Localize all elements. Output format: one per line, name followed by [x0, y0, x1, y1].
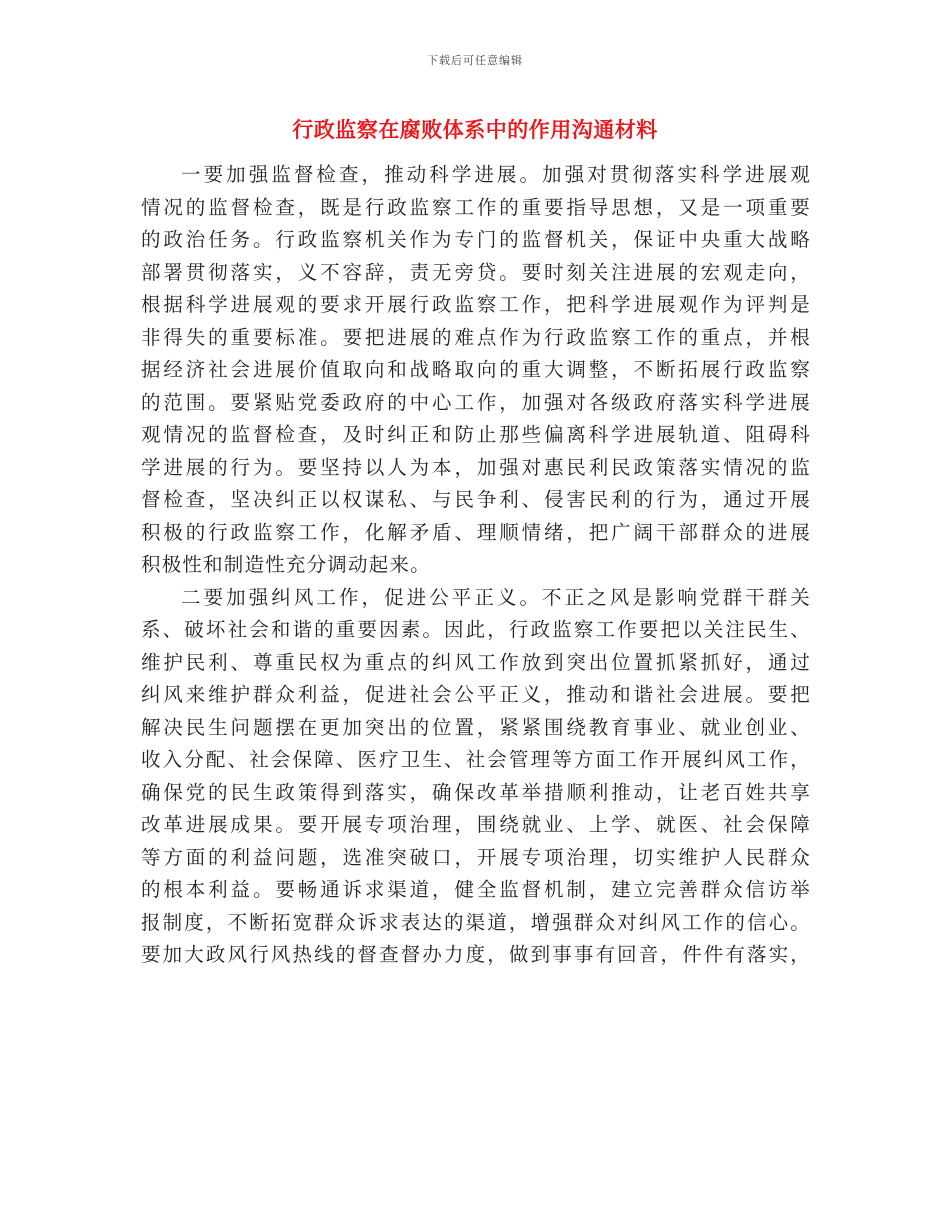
paragraph-line: 督检查，坚决纠正以权谋私、与民争利、侵害民利的行为，通过开展	[141, 488, 811, 511]
paragraph-1	[141, 159, 811, 582]
paragraph-line: 一要加强监督检查，推动科学进展。加强对贯彻落实科学进展观	[181, 163, 811, 186]
paragraph-line: 报制度，不断拓宽群众诉求表达的渠道，增强群众对纠风工作的信心。	[141, 910, 811, 934]
paragraph-line: 改革进展成果。要开展专项治理，围绕就业、上学、就医、社会保障	[141, 813, 811, 836]
paragraph-line: 学进展的行为。要坚持以人为本，加强对惠民利民政策落实情况的监	[141, 455, 811, 479]
paragraph-line: 纠风来维护群众利益，促进社会公平正义，推动和谐社会进展。要把	[141, 683, 811, 706]
paragraph-line: 解决民生问题摆在更加突出的位置，紧紧围绕教育事业、就业创业、	[141, 715, 811, 739]
header-note: 下载后可任意编辑	[427, 54, 523, 67]
paragraph-line: 积极的行政监察工作，化解矛盾、理顺情绪，把广阔干部群众的进展	[141, 520, 811, 544]
paragraph-line: 积极性和制造性充分调动起来。	[141, 553, 431, 576]
paragraph-line: 非得失的重要标准。要把进展的难点作为行政监察工作的重点，并根	[141, 325, 811, 349]
paragraph-line: 据经济社会进展价值取向和战略取向的重大调整，不断拓展行政监察	[141, 358, 811, 381]
paragraph-line: 要加大政风行风热线的督查督办力度，做到事事有回音，件件有落实，	[141, 943, 811, 966]
paragraph-line: 收入分配、社会保障、医疗卫生、社会管理等方面工作开展纠风工作，	[141, 748, 811, 771]
paragraph-line: 的范围。要紧贴党委政府的中心工作，加强对各级政府落实科学进展	[141, 390, 811, 414]
document-body	[141, 159, 811, 972]
paragraph-line: 根据科学进展观的要求开展行政监察工作，把科学进展观作为评判是	[141, 293, 811, 316]
paragraph-line: 部署贯彻落实，义不容辞，责无旁贷。要时刻关注进展的宏观走向，	[141, 260, 811, 284]
paragraph-line: 的根本利益。要畅通诉求渠道，健全监督机制，建立完善群众信访举	[141, 878, 811, 901]
paragraph-line: 确保党的民生政策得到落实，确保改革举措顺利推动，让老百姓共享	[141, 780, 811, 804]
document-title: 行政监察在腐败体系中的作用沟通材料	[292, 117, 658, 142]
paragraph-line: 观情况的监督检查，及时纠正和防止那些偏离科学进展轨道、阻碍科	[141, 423, 811, 446]
paragraph-line: 的政治任务。行政监察机关作为专门的监督机关，保证中央重大战略	[141, 228, 811, 251]
paragraph-line: 维护民利、尊重民权为重点的纠风工作放到突出位置抓紧抓好，通过	[141, 650, 811, 674]
paragraph-2	[141, 582, 811, 972]
paragraph-line: 情况的监督检查，既是行政监察工作的重要指导思想，又是一项重要	[141, 195, 811, 219]
paragraph-line: 系、破坏社会和谐的重要因素。因此，行政监察工作要把以关注民生、	[141, 618, 811, 641]
paragraph-line: 二要加强纠风工作，促进公平正义。不正之风是影响党群干群关	[181, 585, 811, 609]
paragraph-line: 等方面的利益问题，选准突破口，开展专项治理，切实维护人民群众	[141, 845, 811, 869]
